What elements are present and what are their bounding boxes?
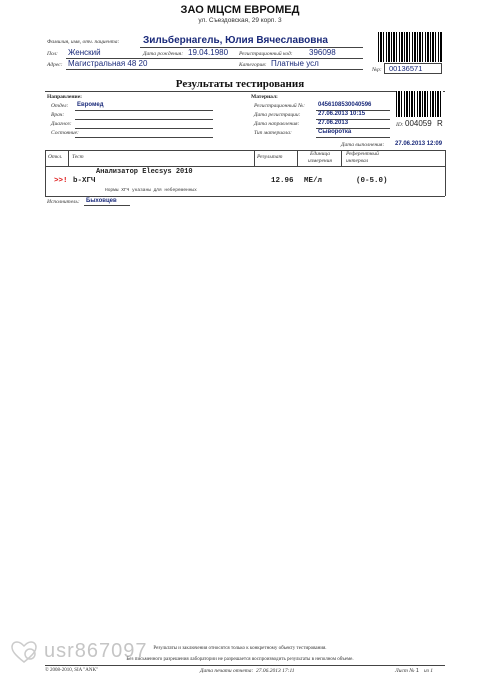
row-test: b-ХГЧ bbox=[73, 177, 96, 185]
done-label: Дата выполнения: bbox=[341, 142, 385, 148]
doctor-label: Врач: bbox=[51, 112, 65, 118]
print-date-value: 27.06.2013 17:11 bbox=[256, 668, 295, 674]
regno-label: Регистрационный №: bbox=[254, 103, 305, 109]
col-sep-3 bbox=[297, 150, 298, 166]
footer-line-2: Без письменного разрешения лаборатории не разрешается воспроизводить результаты в неполном объеме. bbox=[126, 657, 354, 662]
col-sep-2 bbox=[254, 150, 255, 166]
sex-value: Женский bbox=[68, 48, 101, 57]
analyzer-name: Анализатор Elecsys 2010 bbox=[96, 168, 193, 176]
row-ref: (0-5.0) bbox=[356, 177, 388, 185]
category-value: Платные усл bbox=[271, 59, 319, 68]
table-bottom bbox=[45, 196, 445, 197]
addr-value: Магистральная 48 20 bbox=[68, 59, 148, 68]
footer-copyright: © 2008-2010, SIA "ANK" bbox=[45, 668, 99, 673]
regno-value: 0456108530040596 bbox=[318, 102, 372, 108]
done-value: 27.06.2013 12:09 bbox=[395, 141, 443, 147]
regdate-value: 27.06.2013 10:15 bbox=[318, 111, 366, 117]
sample-barcode bbox=[396, 91, 443, 117]
patient-name-label: Фамилия, имя, отч. пациента: bbox=[47, 39, 120, 45]
print-date-label: Дата печати отчета: bbox=[200, 668, 254, 674]
col-sep-1 bbox=[68, 150, 69, 166]
footer-line-1: Результаты и заключения относятся только к конкретному объекту тестирования. bbox=[153, 646, 327, 651]
table-header-bottom bbox=[45, 166, 445, 167]
executor-name: Быховцев bbox=[86, 198, 117, 204]
regcode-label: Регистрационный код: bbox=[239, 51, 293, 57]
row-note: Нормы ХГЧ указаны для небеременных bbox=[105, 188, 197, 193]
sheet-number: 1 bbox=[416, 668, 419, 674]
dept-label: Отдел: bbox=[51, 103, 69, 109]
executor-label: Исполнитель: bbox=[47, 199, 80, 205]
th-result: Результат bbox=[257, 154, 283, 160]
org-address: ул. Съездовская, 29 корп. 3 bbox=[198, 17, 282, 24]
category-label: Категория: bbox=[239, 62, 267, 68]
dob-value: 19.04.1980 bbox=[188, 48, 229, 57]
doctor-underline bbox=[75, 119, 213, 120]
diag-label: Диагноз: bbox=[51, 121, 72, 127]
addr-label: Адрес: bbox=[47, 62, 63, 68]
th-ref: Референтный интервал bbox=[346, 151, 379, 164]
org-name: ЗАО МЦСМ ЕВРОМЕД bbox=[180, 4, 300, 16]
addr-underline bbox=[66, 69, 363, 70]
sheet-of: из 1 bbox=[424, 668, 434, 674]
np-label: №р: bbox=[372, 67, 382, 73]
material-heading: Материал: bbox=[251, 94, 278, 100]
th-dev: Откл. bbox=[48, 154, 63, 160]
row-unit: МЕ/л bbox=[304, 177, 323, 185]
sample-id-suffix: R bbox=[437, 119, 443, 128]
dept-value: Евромед bbox=[77, 102, 104, 108]
sample-id-label: ID: bbox=[396, 122, 404, 128]
row-deviation: >>! bbox=[54, 177, 68, 185]
watermark-icon bbox=[10, 640, 38, 664]
table-left bbox=[45, 150, 46, 196]
th-unit: Единица измерения bbox=[308, 151, 332, 164]
footer-rule bbox=[45, 665, 445, 666]
sex-label: Пол: bbox=[47, 51, 58, 57]
sheet-label: Лист № bbox=[395, 668, 415, 674]
type-underline bbox=[316, 137, 390, 138]
dept-underline bbox=[75, 110, 213, 111]
patient-barcode bbox=[378, 32, 442, 62]
state-label: Состояние: bbox=[51, 130, 79, 136]
page-title: Результаты тестирования bbox=[175, 78, 305, 90]
watermark-text: usr867097 bbox=[44, 640, 148, 662]
dirdate-label: Дата направления: bbox=[254, 121, 300, 127]
state-underline bbox=[75, 137, 213, 138]
referral-heading: Направление: bbox=[47, 94, 82, 100]
col-sep-4 bbox=[341, 150, 342, 166]
regcode-value: 396098 bbox=[309, 48, 336, 57]
diag-underline bbox=[75, 128, 213, 129]
np-value: 00136571 bbox=[389, 64, 423, 73]
title-rule bbox=[45, 91, 445, 92]
th-test: Тест bbox=[72, 154, 84, 160]
dob-label: Дата рождения: bbox=[143, 51, 184, 57]
dirdate-value: 27.06.2013 bbox=[318, 120, 349, 126]
patient-name: Зильбернагель, Юлия Вячеславовна bbox=[143, 35, 328, 46]
sample-id-value: 004059 bbox=[405, 119, 432, 128]
table-right bbox=[445, 150, 446, 196]
regdate-label: Дата регистрации: bbox=[254, 112, 301, 118]
row-result: 12.96 bbox=[271, 177, 294, 185]
type-value: Сыворотка bbox=[318, 129, 352, 135]
type-label: Тип материала: bbox=[254, 130, 292, 136]
executor-underline bbox=[84, 205, 130, 206]
